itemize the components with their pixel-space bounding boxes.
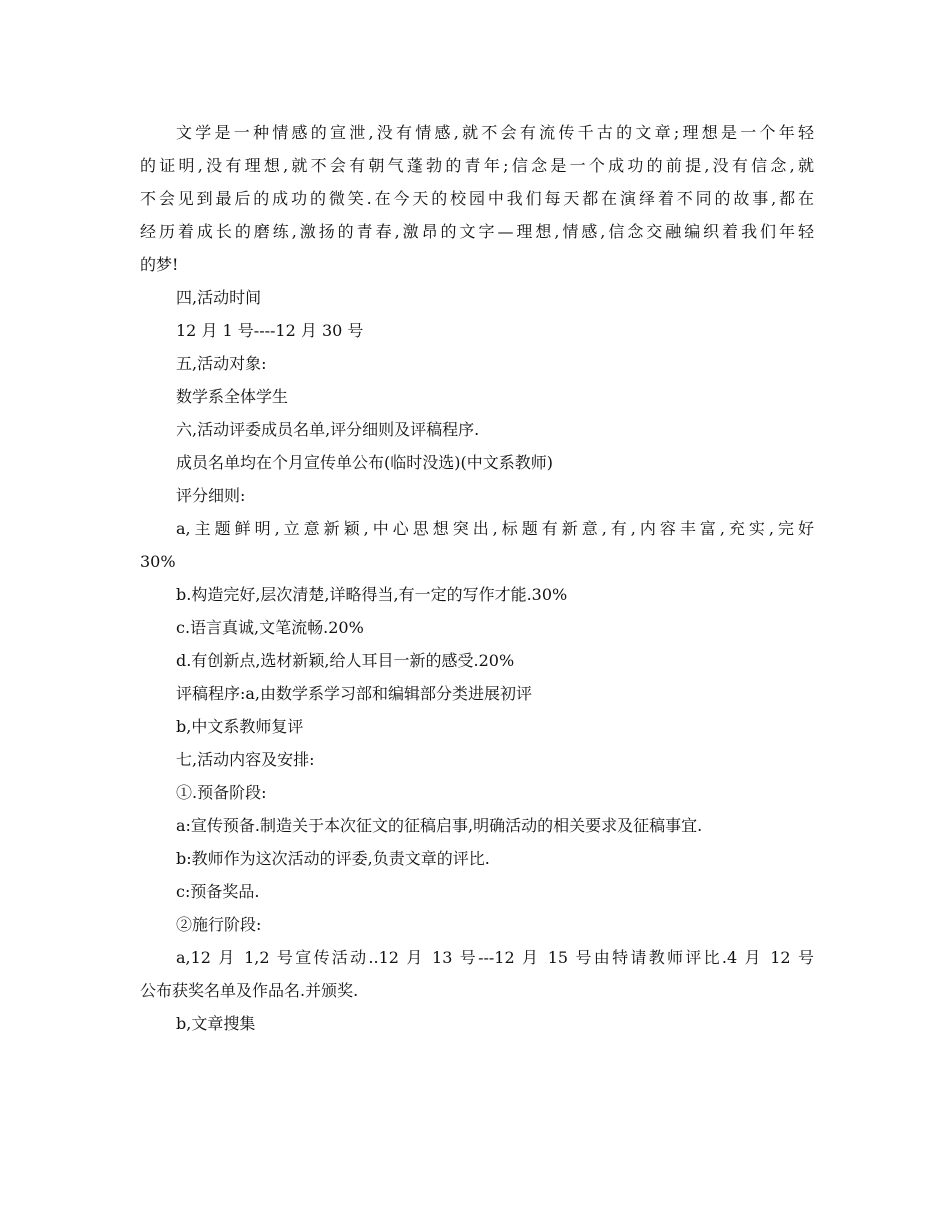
paragraph-line-2: 的证明,没有理想,就不会有朝气蓬勃的青年;信念是一个成功的前提,没有信念,就 [140, 156, 814, 175]
review-process-a: 评稿程序:a,由数学系学习部和编辑部分类进展初评 [176, 684, 533, 703]
paragraph-line-3: 不会见到最后的成功的微笑.在今天的校园中我们每天都在演绎着不同的故事,都在 [140, 189, 814, 208]
scoring-item-d: d.有创新点,选材新颖,给人耳目一新的感受.20% [176, 651, 515, 670]
section-heading-time: 四,活动时间 [176, 288, 262, 307]
review-process-b: b,中文系教师复评 [176, 717, 304, 736]
prep-item-a: a:宣传预备.制造关于本次征文的征稿启事,明确活动的相关要求及征稿事宜. [176, 816, 703, 835]
paragraph-line-5: 的梦! [140, 255, 179, 274]
section-heading-audience: 五,活动对象: [176, 354, 267, 373]
scoring-item-b: b.构造完好,层次清楚,详略得当,有一定的写作才能.30% [176, 585, 568, 604]
activity-date-range: 12 月 1 号----12 月 30 号 [176, 321, 364, 340]
scoring-heading: 评分细则: [176, 486, 246, 505]
prep-item-c: c:预备奖品. [176, 882, 260, 901]
execution-item-b: b,文章搜集 [176, 1014, 256, 1033]
scoring-item-a: a,主题鲜明,立意新颖,中心思想突出,标题有新意,有,内容丰富,充实,完好 [176, 519, 814, 538]
prep-stage-heading: ①.预备阶段: [176, 783, 267, 802]
section-heading-content: 七,活动内容及安排: [176, 750, 315, 769]
execution-item-a-continued: 公布获奖名单及作品名.并颁奖. [140, 981, 359, 1000]
execution-stage-heading: ②施行阶段: [176, 915, 262, 934]
scoring-item-a-continued: 30% [140, 552, 176, 571]
audience-text: 数学系全体学生 [176, 387, 289, 406]
execution-item-a: a,12 月 1,2 号宣传活动..12 月 13 号---12 月 15 号由特请教师评比.4 月 12 号 [176, 948, 814, 967]
section-heading-judges: 六,活动评委成员名单,评分细则及评稿程序. [176, 420, 480, 439]
paragraph-line-1: 文学是一种情感的宣泄,没有情感,就不会有流传千古的文章;理想是一个年轻 [176, 123, 814, 142]
paragraph-line-4: 经历着成长的磨练,激扬的青春,激昂的文字—理想,情感,信念交融编织着我们年轻 [140, 222, 814, 241]
judges-text: 成员名单均在个月宣传单公布(临时没选)(中文系教师) [176, 453, 553, 472]
document-body [140, 116, 814, 1040]
prep-item-b: b:教师作为这次活动的评委,负责文章的评比. [176, 849, 490, 868]
scoring-item-c: c.语言真诚,文笔流畅.20% [176, 618, 364, 637]
